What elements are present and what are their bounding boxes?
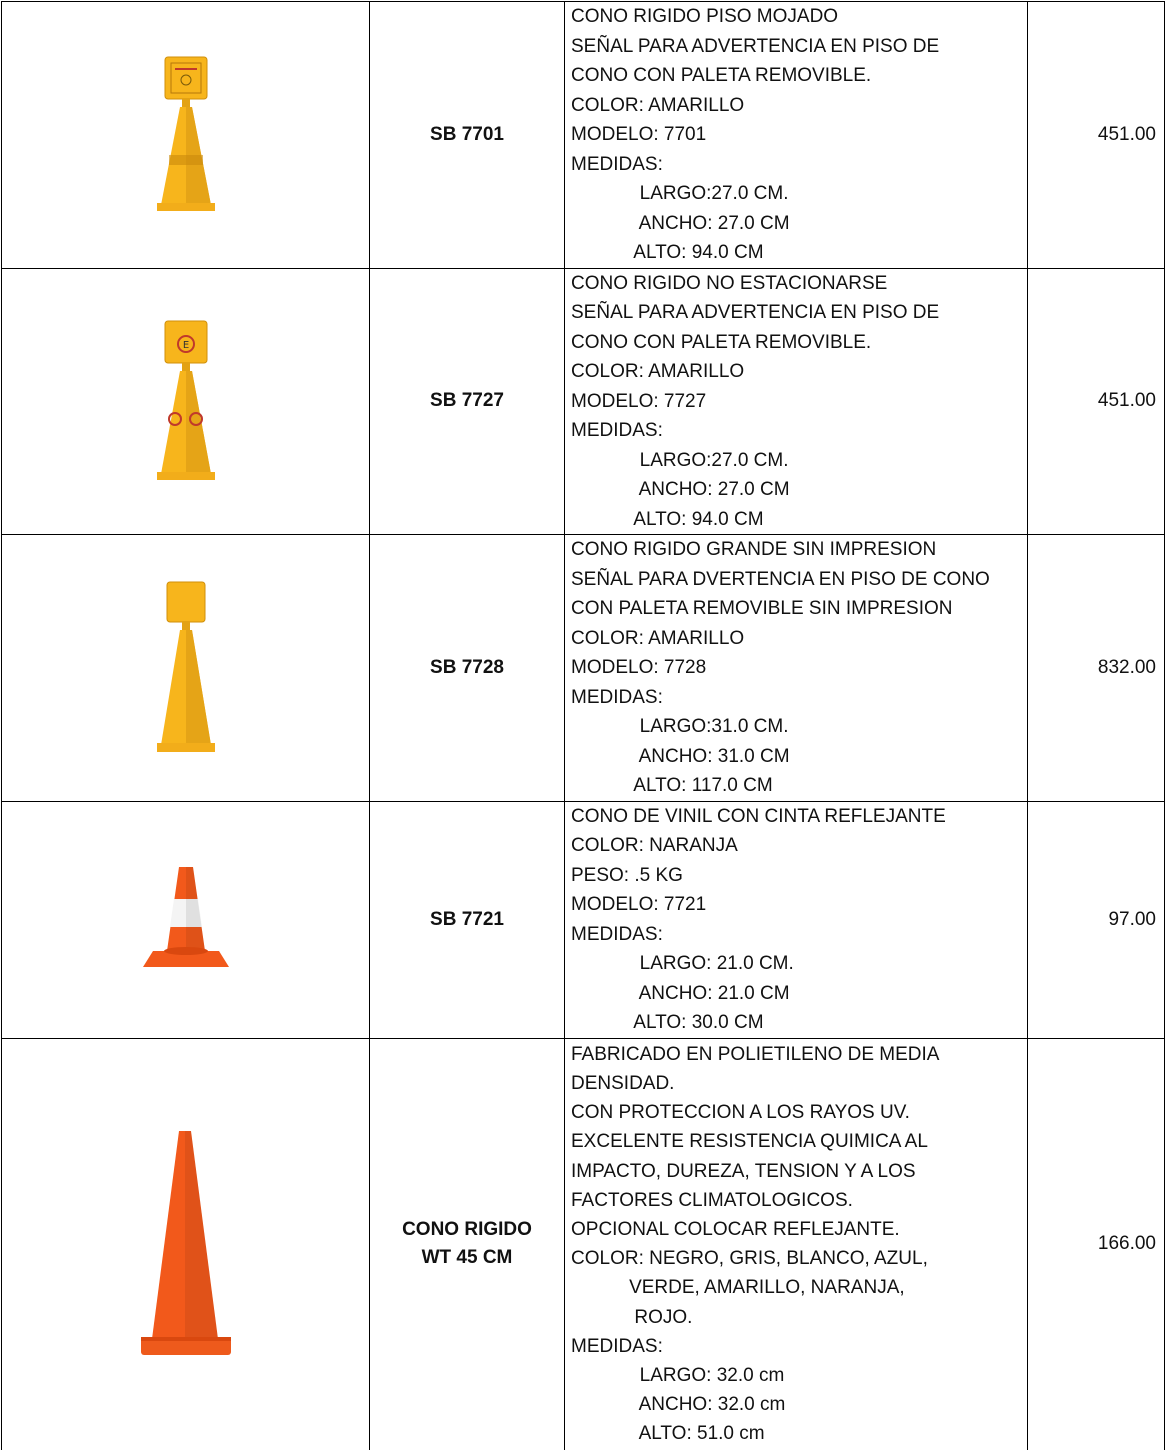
description-line: MODELO: 7701 (571, 124, 707, 145)
description-line: MEDIDAS: (571, 686, 663, 708)
product-code: SB 7701 (430, 123, 504, 145)
description-line: ANCHO: 32.0 cm (571, 1394, 786, 1416)
table-row (2, 535, 1165, 802)
product-price: 451.00 (1097, 390, 1156, 412)
description-line: MEDIDAS: (571, 153, 663, 175)
description-line: ALTO: 94.0 CM (571, 508, 764, 530)
description-line: SEÑAL PARA DVERTENCIA EN PISO DE CONO (571, 568, 990, 590)
description-line: FACTORES CLIMATOLOGICOS. (571, 1189, 853, 1211)
description-line: IMPACTO, DUREZA, TENSION Y A LOS (571, 1160, 916, 1182)
description-line: LARGO:31.0 CM. (571, 716, 789, 737)
product-price-cell (1028, 801, 1165, 1038)
description-line: LARGO:27.0 CM. (571, 183, 789, 204)
description-line: CONO CON PALETA REMOVIBLE. (571, 331, 872, 353)
description-line: CONO RIGIDO PISO MOJADO (571, 6, 839, 27)
product-description-cell (565, 2, 1028, 269)
yellow-wet-floor-sign-icon (151, 55, 221, 215)
description-line: MODELO: 7721 (571, 894, 707, 915)
description-line: SEÑAL PARA ADVERTENCIA EN PISO DE (571, 302, 940, 323)
product-price: 832.00 (1097, 656, 1156, 678)
description-line: COLOR: AMARILLO (571, 94, 745, 116)
product-price-cell (1028, 268, 1165, 535)
table-row (2, 2, 1165, 269)
table-row (2, 268, 1165, 535)
description-line: ALTO: 51.0 cm (571, 1423, 765, 1445)
description-line: EXCELENTE RESISTENCIA QUIMICA AL (571, 1131, 928, 1153)
product-description-cell (565, 1038, 1028, 1450)
description-line: ANCHO: 27.0 CM (571, 479, 790, 500)
product-price: 166.00 (1097, 1233, 1156, 1255)
description-line: CONO CON PALETA REMOVIBLE. (571, 65, 872, 86)
product-code-cell (370, 1038, 565, 1450)
description-line: DENSIDAD. (571, 1073, 675, 1095)
description-line: PESO: .5 KG (571, 864, 683, 886)
description-line: MEDIDAS: (571, 1335, 663, 1357)
description-line: ANCHO: 21.0 CM (571, 982, 790, 1004)
product-price-cell (1028, 535, 1165, 802)
description-line: CONO DE VINIL CON CINTA REFLEJANTE (571, 805, 946, 827)
orange-reflective-traffic-cone-icon (141, 865, 231, 975)
product-image-cell (2, 2, 370, 269)
product-image-cell (2, 535, 370, 802)
product-image-cell (2, 801, 370, 1038)
product-price: 451.00 (1097, 123, 1156, 145)
description-line: LARGO: 21.0 CM. (571, 953, 794, 974)
description-line: ALTO: 30.0 CM (571, 1012, 764, 1033)
table-row (2, 1038, 1165, 1450)
product-code: SB 7728 (430, 656, 504, 678)
product-catalog-table (1, 1, 1165, 1450)
product-description-cell (565, 801, 1028, 1038)
description-line: MEDIDAS: (571, 923, 663, 945)
yellow-no-parking-sign-icon (151, 319, 221, 484)
product-code: SB 7727 (430, 390, 504, 412)
orange-traffic-cone-icon (136, 1129, 236, 1359)
description-line: CONO RIGIDO NO ESTACIONARSE (571, 272, 888, 294)
description-line: MEDIDAS: (571, 420, 663, 441)
product-image-cell (2, 268, 370, 535)
description-line: CON PALETA REMOVIBLE SIN IMPRESION (571, 598, 953, 619)
description-line: CON PROTECCION A LOS RAYOS UV. (571, 1102, 910, 1124)
description-line: COLOR: AMARILLO (571, 361, 745, 382)
description-line: ALTO: 117.0 CM (571, 775, 773, 796)
product-description-cell (565, 268, 1028, 535)
product-description-cell (565, 535, 1028, 802)
product-image-cell (2, 1038, 370, 1450)
product-price-cell (1028, 2, 1165, 269)
yellow-blank-cone-sign-icon (151, 580, 221, 755)
product-code: CONO RIGIDO (402, 1219, 532, 1241)
product-code-cell (370, 801, 565, 1038)
description-line: ALTO: 94.0 CM (571, 242, 764, 263)
description-line: VERDE, AMARILLO, NARANJA, (571, 1277, 905, 1299)
product-code-cell (370, 268, 565, 535)
description-line: OPCIONAL COLOCAR REFLEJANTE. (571, 1219, 900, 1241)
product-price-cell (1028, 1038, 1165, 1450)
product-code-cell (370, 2, 565, 269)
description-line: COLOR: NARANJA (571, 835, 738, 856)
description-line: ANCHO: 27.0 CM (571, 212, 790, 234)
description-line: MODELO: 7728 (571, 657, 707, 678)
product-code-cell (370, 535, 565, 802)
description-line: SEÑAL PARA ADVERTENCIA EN PISO DE (571, 35, 940, 57)
description-line: CONO RIGIDO GRANDE SIN IMPRESION (571, 539, 937, 560)
description-line: COLOR: NEGRO, GRIS, BLANCO, AZUL, (571, 1248, 928, 1270)
description-line: MODELO: 7727 (571, 390, 707, 412)
product-code: SB 7721 (430, 908, 504, 930)
description-line: FABRICADO EN POLIETILENO DE MEDIA (571, 1043, 940, 1065)
description-line: LARGO: 32.0 cm (571, 1365, 785, 1387)
product-code: WT 45 CM (421, 1247, 513, 1269)
svg-text:E: E (182, 339, 189, 351)
product-price: 97.00 (1108, 908, 1156, 930)
description-line: COLOR: AMARILLO (571, 627, 745, 649)
table-row (2, 801, 1165, 1038)
description-line: ANCHO: 31.0 CM (571, 745, 790, 767)
description-line: LARGO:27.0 CM. (571, 449, 789, 471)
description-line: ROJO. (571, 1306, 693, 1328)
